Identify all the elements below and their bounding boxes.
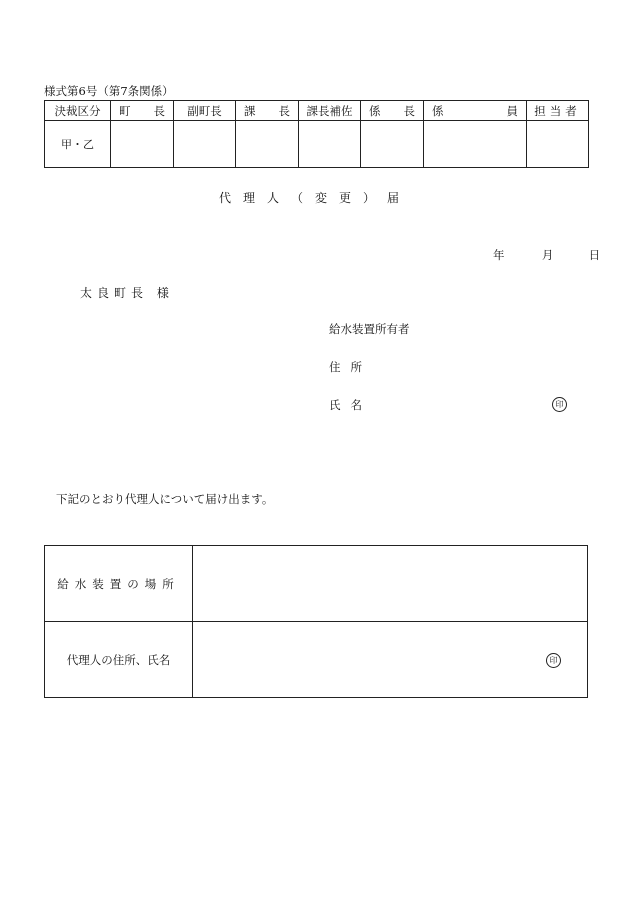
stamp-cell-staff[interactable]	[424, 121, 527, 168]
stamp-cell-deputy-mayor[interactable]	[174, 121, 236, 168]
seal-mark: 印	[552, 397, 567, 412]
date-line	[493, 247, 600, 263]
location-value[interactable]	[193, 546, 588, 622]
stamp-cell-assistant-chief[interactable]	[299, 121, 361, 168]
stamp-cell-section-chief[interactable]	[236, 121, 299, 168]
address-label: 住所	[329, 360, 372, 374]
header-unit-chief-part1: 係	[369, 103, 381, 118]
date-day: 日	[588, 248, 601, 262]
header-staff-part2: 員	[506, 103, 518, 118]
agent-label: 代理人の住所、氏名	[45, 622, 193, 698]
header-mayor	[111, 101, 174, 121]
header-deputy-mayor: 副町長	[174, 101, 236, 121]
header-mayor-part2: 長	[153, 103, 165, 118]
seal-mark-agent: 印	[546, 653, 561, 668]
header-decision-category: 決裁区分	[45, 101, 111, 121]
agent-value[interactable]	[193, 622, 588, 698]
stamp-cell-unit-chief[interactable]	[361, 121, 424, 168]
header-section-chief-part2: 長	[278, 103, 290, 118]
header-staff-part1: 係	[432, 103, 444, 118]
stamp-cell-person-in-charge[interactable]	[527, 121, 589, 168]
header-unit-chief-part2: 長	[403, 103, 415, 118]
date-year: 年	[493, 248, 505, 262]
header-unit-chief	[361, 101, 424, 121]
header-assistant-chief: 課長補佐	[299, 101, 361, 121]
category-value: 甲・乙	[45, 121, 111, 168]
detail-table	[44, 545, 588, 698]
header-section-chief-part1: 課	[244, 103, 256, 118]
stamp-cell-mayor[interactable]	[111, 121, 174, 168]
statement-text: 下記のとおり代理人について届け出ます。	[56, 492, 274, 506]
header-person-in-charge: 担当者	[527, 101, 589, 121]
header-section-chief	[236, 101, 299, 121]
owner-label: 給水装置所有者	[329, 322, 410, 336]
location-label: 給水装置の場所	[45, 546, 193, 622]
approval-table	[44, 100, 589, 168]
date-month: 月	[541, 248, 554, 262]
name-label: 氏名	[329, 398, 372, 412]
document-title: 代理人（変更）届	[218, 191, 411, 205]
header-mayor-part1: 町	[119, 103, 131, 118]
header-staff	[424, 101, 527, 121]
addressee: 太良町長 様	[80, 286, 174, 300]
form-number-label: 様式第6号（第7条関係）	[44, 84, 174, 98]
